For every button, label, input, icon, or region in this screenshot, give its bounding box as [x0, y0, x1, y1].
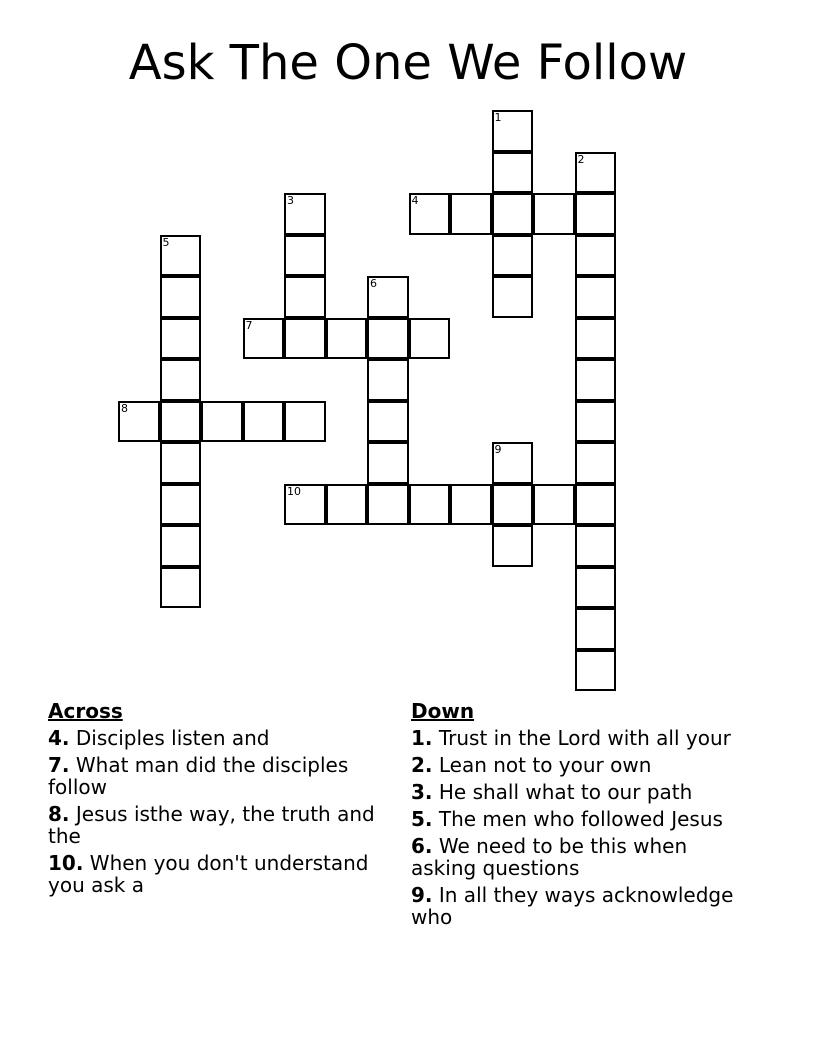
cell-number: 4 — [411, 194, 419, 207]
grid-cell[interactable] — [284, 235, 326, 277]
clue-down-2[interactable] — [411, 754, 756, 776]
grid-cell[interactable] — [575, 401, 617, 443]
grid-cell[interactable] — [284, 276, 326, 318]
grid-cell[interactable] — [575, 276, 617, 318]
grid-cell[interactable] — [160, 318, 202, 360]
grid-cell[interactable] — [409, 318, 451, 360]
grid-cell[interactable] — [575, 525, 617, 567]
clue-text: Trust in the Lord with all your — [438, 726, 731, 750]
grid-cell[interactable] — [284, 401, 326, 443]
grid-cell[interactable] — [575, 318, 617, 360]
clue-number: 10. — [48, 851, 84, 875]
clue-down-3[interactable] — [411, 781, 756, 803]
grid-cell[interactable] — [326, 484, 368, 526]
clue-across-7[interactable] — [48, 754, 383, 798]
cell-number: 2 — [577, 152, 585, 166]
grid-cell[interactable] — [243, 401, 285, 443]
clue-number: 3. — [411, 780, 433, 804]
grid-cell[interactable] — [160, 525, 202, 567]
clue-number: 9. — [411, 883, 433, 907]
grid-cell[interactable] — [160, 567, 202, 609]
clue-number: 1. — [411, 726, 433, 750]
grid-cell[interactable] — [492, 484, 534, 526]
grid-cell[interactable] — [533, 193, 575, 235]
grid-cell[interactable] — [243, 318, 285, 360]
grid-cell[interactable] — [575, 235, 617, 277]
clue-down-1[interactable] — [411, 727, 756, 749]
grid-cell[interactable] — [575, 567, 617, 609]
grid-cell[interactable] — [450, 193, 492, 235]
cell-number: 6 — [370, 277, 377, 290]
grid-cell[interactable] — [284, 193, 326, 235]
grid-cell[interactable] — [533, 484, 575, 526]
clue-number: 4. — [48, 726, 70, 750]
grid-cell[interactable] — [492, 193, 534, 235]
clue-number: 7. — [48, 753, 70, 777]
clue-down-9[interactable] — [411, 884, 756, 928]
grid-cell[interactable] — [492, 152, 534, 194]
grid-cell[interactable] — [575, 193, 617, 235]
grid-cell[interactable] — [575, 359, 617, 401]
grid-cell[interactable] — [409, 193, 451, 235]
cell-number: 8 — [121, 401, 128, 415]
clue-number: 6. — [411, 834, 433, 858]
clue-text: The men who followed Jesus — [438, 807, 723, 831]
grid-cell[interactable] — [575, 608, 617, 650]
grid-cell[interactable] — [367, 276, 409, 318]
clue-text: In all they ways acknowledge who — [411, 883, 734, 929]
grid-cell[interactable] — [367, 442, 409, 484]
clue-text: Jesus isthe way, the truth and the — [48, 802, 375, 848]
clue-text: We need to be this when asking questions — [411, 834, 688, 880]
grid-cell[interactable] — [160, 484, 202, 526]
across-clues — [48, 700, 383, 901]
clue-across-10[interactable] — [48, 852, 383, 896]
grid-cell[interactable] — [160, 235, 202, 277]
across-heading: Across — [48, 699, 123, 723]
grid-cell[interactable] — [492, 110, 534, 152]
clue-text: Disciples listen and — [75, 726, 270, 750]
clue-number: 2. — [411, 753, 433, 777]
grid-cell[interactable] — [575, 650, 617, 692]
grid-cell[interactable] — [367, 484, 409, 526]
grid-cell[interactable] — [284, 318, 326, 360]
grid-cell[interactable] — [367, 401, 409, 443]
cell-number: 9 — [494, 443, 502, 456]
down-heading: Down — [411, 699, 475, 723]
clue-text: He shall what to our path — [438, 780, 693, 804]
clue-number: 5. — [411, 807, 433, 831]
grid-cell[interactable] — [575, 484, 617, 526]
clue-text: What man did the disciples follow — [48, 753, 349, 799]
puzzle-title: Ask The One We Follow — [128, 35, 688, 91]
grid-cell[interactable] — [326, 318, 368, 360]
grid-cell[interactable] — [201, 401, 243, 443]
grid-cell[interactable] — [160, 442, 202, 484]
grid-cell[interactable] — [575, 442, 617, 484]
cell-number: 10 — [287, 484, 301, 498]
grid-cell[interactable] — [450, 484, 492, 526]
clue-text: When you don't understand you ask a — [48, 851, 369, 897]
clue-text: Lean not to your own — [438, 753, 652, 777]
cell-number: 7 — [245, 318, 253, 332]
clue-down-6[interactable] — [411, 835, 756, 879]
grid-cell[interactable] — [492, 276, 534, 318]
cell-number: 1 — [494, 111, 502, 124]
grid-cell[interactable] — [492, 442, 534, 484]
down-clues — [411, 700, 756, 933]
grid-cell[interactable] — [575, 152, 617, 194]
grid-cell[interactable] — [409, 484, 451, 526]
clue-across-8[interactable] — [48, 803, 383, 847]
clue-down-5[interactable] — [411, 808, 756, 830]
grid-cell[interactable] — [118, 401, 160, 443]
grid-cell[interactable] — [160, 401, 202, 443]
clue-across-4[interactable] — [48, 727, 383, 749]
grid-cell[interactable] — [492, 235, 534, 277]
cell-number: 5 — [162, 235, 170, 249]
grid-cell[interactable] — [492, 525, 534, 567]
clue-number: 8. — [48, 802, 70, 826]
grid-cell[interactable] — [160, 359, 202, 401]
grid-cell[interactable] — [160, 276, 202, 318]
grid-cell[interactable] — [367, 359, 409, 401]
grid-cell[interactable] — [367, 318, 409, 360]
grid-cell[interactable] — [284, 484, 326, 526]
cell-number: 3 — [287, 194, 294, 207]
